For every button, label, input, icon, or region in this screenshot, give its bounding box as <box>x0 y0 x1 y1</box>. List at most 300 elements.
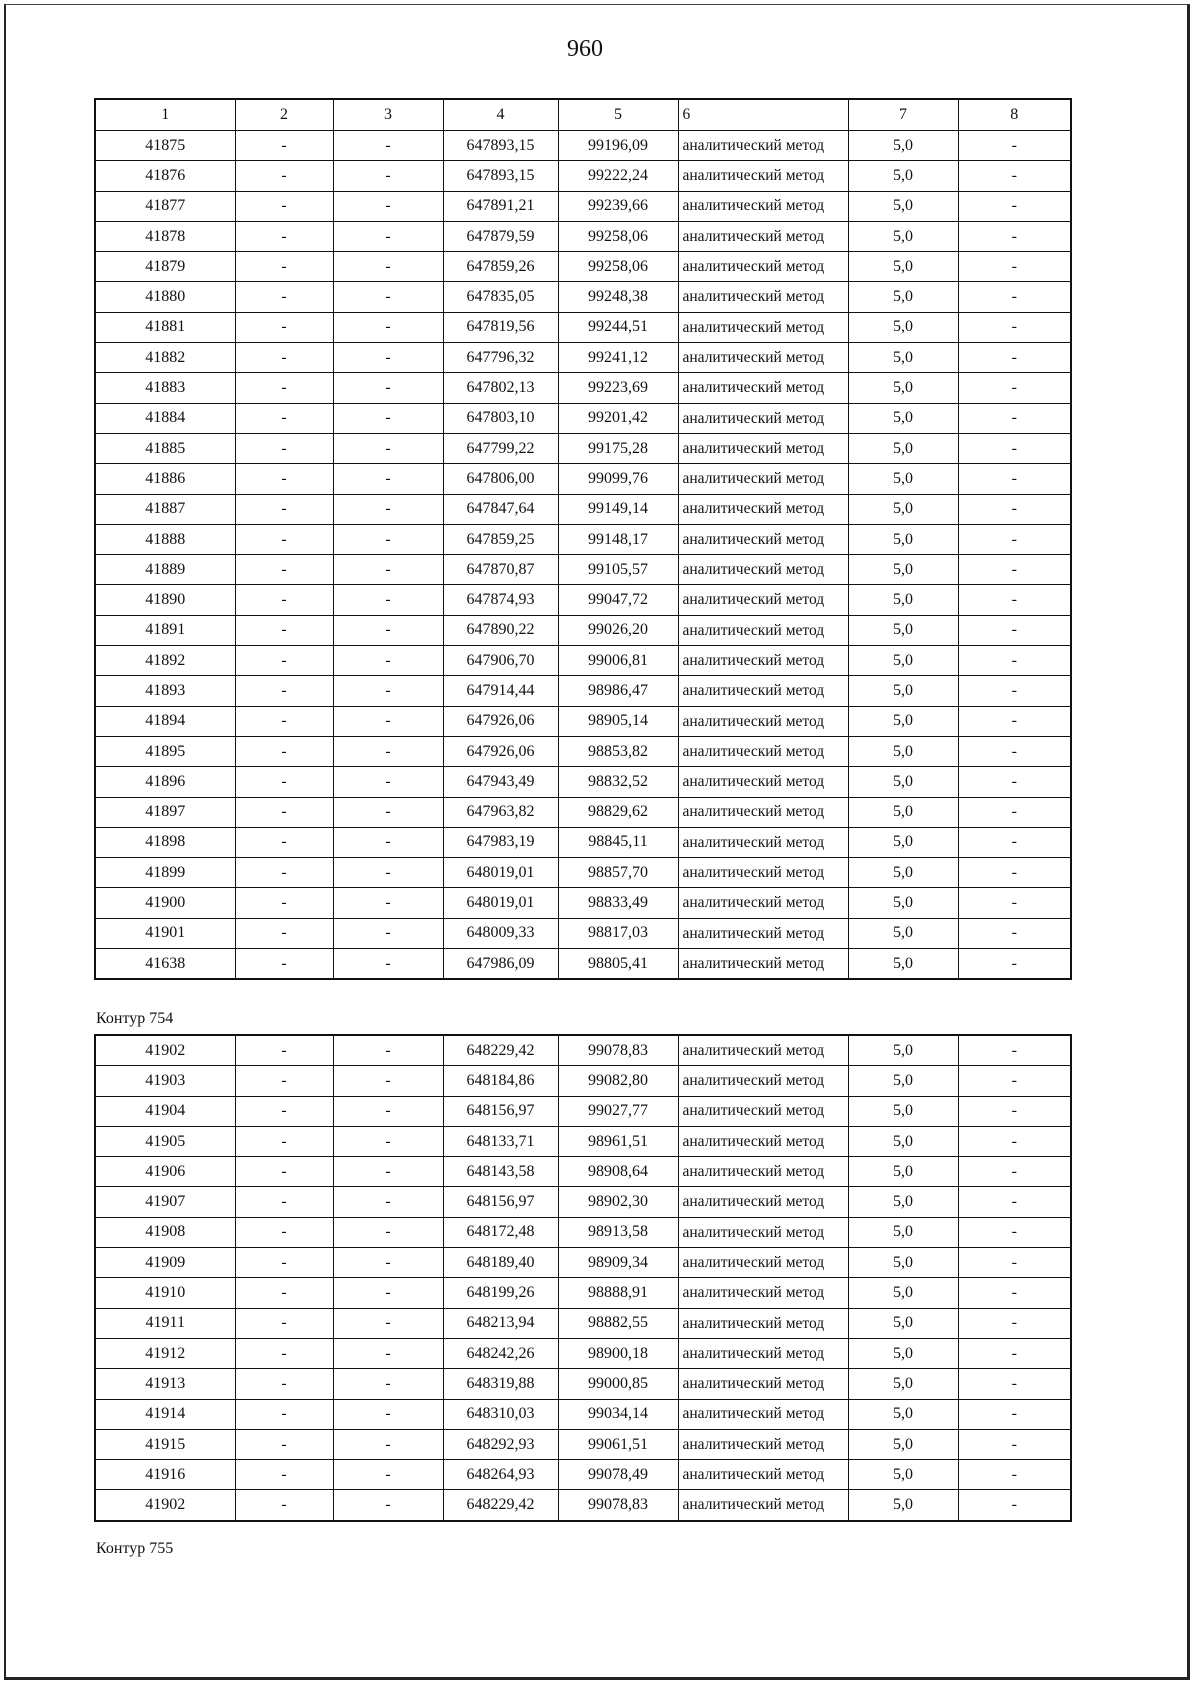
table-cell-col-6: аналитический метод <box>678 827 848 857</box>
table-cell-col-1: 41915 <box>95 1429 235 1459</box>
table-cell-col-1: 41893 <box>95 676 235 706</box>
table-cell-col-1: 41916 <box>95 1460 235 1490</box>
table-row <box>95 646 1071 676</box>
table-cell-col-3: - <box>333 1157 443 1187</box>
table-cell-col-7: 5,0 <box>848 282 958 312</box>
table-cell-col-3: - <box>333 131 443 161</box>
table-cell-col-6: аналитический метод <box>678 949 848 980</box>
table-cell-col-1: 41890 <box>95 585 235 615</box>
table-cell-col-5: 99196,09 <box>558 131 678 161</box>
table-cell-col-7: 5,0 <box>848 1096 958 1126</box>
table-cell-col-7: 5,0 <box>848 736 958 766</box>
table-cell-col-4: 648213,94 <box>443 1308 558 1338</box>
table-cell-col-4: 647926,06 <box>443 706 558 736</box>
table-cell-col-4: 647893,15 <box>443 161 558 191</box>
table-cell-col-8: - <box>958 1217 1071 1247</box>
table-cell-col-3: - <box>333 1338 443 1368</box>
table-cell-col-6: аналитический метод <box>678 1338 848 1368</box>
table-cell-col-4: 648199,26 <box>443 1278 558 1308</box>
table-cell-col-6: аналитический метод <box>678 888 848 918</box>
table-cell-col-8: - <box>958 1187 1071 1217</box>
table-cell-col-5: 99149,14 <box>558 494 678 524</box>
table-cell-col-6: аналитический метод <box>678 1278 848 1308</box>
table-cell-col-7: 5,0 <box>848 433 958 463</box>
table-cell-col-1: 41895 <box>95 736 235 766</box>
table-cell-col-6: аналитический метод <box>678 1126 848 1156</box>
table-cell-col-5: 99006,81 <box>558 646 678 676</box>
table-cell-col-2: - <box>235 1066 333 1096</box>
table-header-row <box>95 99 1071 131</box>
table-cell-col-3: - <box>333 464 443 494</box>
table-cell-col-8: - <box>958 1278 1071 1308</box>
table-cell-col-8: - <box>958 1066 1071 1096</box>
table-cell-col-2: - <box>235 161 333 191</box>
table-cell-col-3: - <box>333 767 443 797</box>
table-row <box>95 736 1071 766</box>
table-cell-col-3: - <box>333 1460 443 1490</box>
table-row <box>95 1187 1071 1217</box>
table-cell-col-8: - <box>958 797 1071 827</box>
page-number: 960 <box>567 36 603 62</box>
table-cell-col-1: 41908 <box>95 1217 235 1247</box>
table-row <box>95 373 1071 403</box>
table-cell-col-4: 648019,01 <box>443 858 558 888</box>
table-cell-col-1: 41886 <box>95 464 235 494</box>
table-cell-col-7: 5,0 <box>848 1157 958 1187</box>
table-cell-col-5: 98902,30 <box>558 1187 678 1217</box>
table-cell-col-3: - <box>333 706 443 736</box>
table-cell-col-4: 648019,01 <box>443 888 558 918</box>
table-cell-col-8: - <box>958 252 1071 282</box>
table-cell-col-4: 648264,93 <box>443 1460 558 1490</box>
table-cell-col-8: - <box>958 1248 1071 1278</box>
table-cell-col-5: 99148,17 <box>558 524 678 554</box>
table-row <box>95 1490 1071 1521</box>
table-cell-col-1: 41901 <box>95 918 235 948</box>
table-row <box>95 131 1071 161</box>
table-cell-col-2: - <box>235 1429 333 1459</box>
table-cell-col-6: аналитический метод <box>678 433 848 463</box>
table-cell-col-1: 41876 <box>95 161 235 191</box>
table-cell-col-1: 41899 <box>95 858 235 888</box>
table-cell-col-8: - <box>958 827 1071 857</box>
table-cell-col-8: - <box>958 131 1071 161</box>
table-cell-col-6: аналитический метод <box>678 1429 848 1459</box>
table-cell-col-5: 99175,28 <box>558 433 678 463</box>
table-cell-col-8: - <box>958 615 1071 645</box>
table-cell-col-1: 41638 <box>95 949 235 980</box>
table-cell-col-2: - <box>235 131 333 161</box>
table-cell-col-6: аналитический метод <box>678 555 848 585</box>
table-cell-col-3: - <box>333 676 443 706</box>
table-row <box>95 1308 1071 1338</box>
table-cell-col-8: - <box>958 433 1071 463</box>
table-cell-col-7: 5,0 <box>848 555 958 585</box>
table-cell-col-5: 99244,51 <box>558 312 678 342</box>
table-cell-col-1: 41910 <box>95 1278 235 1308</box>
table-cell-col-5: 99000,85 <box>558 1369 678 1399</box>
table-cell-col-2: - <box>235 343 333 373</box>
table-cell-col-5: 99248,38 <box>558 282 678 312</box>
table-cell-col-8: - <box>958 888 1071 918</box>
table-cell-col-1: 41891 <box>95 615 235 645</box>
table-cell-col-4: 648156,97 <box>443 1096 558 1126</box>
contour-label-755: Контур 755 <box>96 1540 174 1557</box>
table-cell-col-3: - <box>333 1278 443 1308</box>
table-cell-col-4: 647835,05 <box>443 282 558 312</box>
table-row <box>95 1278 1071 1308</box>
table-cell-col-7: 5,0 <box>848 1126 958 1156</box>
table-cell-col-3: - <box>333 1126 443 1156</box>
table-row <box>95 949 1071 980</box>
table-cell-col-2: - <box>235 433 333 463</box>
table-cell-col-7: 5,0 <box>848 1187 958 1217</box>
table-cell-col-5: 99026,20 <box>558 615 678 645</box>
table-cell-col-3: - <box>333 888 443 918</box>
table-row <box>95 191 1071 221</box>
table-cell-col-4: 648156,97 <box>443 1187 558 1217</box>
table-cell-col-7: 7 <box>848 99 958 131</box>
table-cell-col-8: - <box>958 282 1071 312</box>
table-cell-col-7: 5,0 <box>848 373 958 403</box>
table-cell-col-5: 99078,83 <box>558 1035 678 1066</box>
table-cell-col-6: аналитический метод <box>678 858 848 888</box>
table-cell-col-2: - <box>235 767 333 797</box>
table-cell-col-8: - <box>958 221 1071 251</box>
table-cell-col-4: 647914,44 <box>443 676 558 706</box>
table-row <box>95 524 1071 554</box>
table-cell-col-3: - <box>333 221 443 251</box>
table-cell-col-3: - <box>333 1248 443 1278</box>
table-cell-col-7: 5,0 <box>848 161 958 191</box>
table-cell-col-3: - <box>333 858 443 888</box>
table-cell-col-1: 41884 <box>95 403 235 433</box>
table-cell-col-8: - <box>958 1490 1071 1521</box>
table-cell-col-7: 5,0 <box>848 494 958 524</box>
table-cell-col-4: 648319,88 <box>443 1369 558 1399</box>
table-cell-col-5: 99105,57 <box>558 555 678 585</box>
table-cell-col-2: - <box>235 1278 333 1308</box>
table-cell-col-2: - <box>235 1157 333 1187</box>
table-cell-col-1: 41898 <box>95 827 235 857</box>
table-cell-col-6: 6 <box>678 99 848 131</box>
table-row <box>95 403 1071 433</box>
table-cell-col-3: - <box>333 1490 443 1521</box>
table-cell-col-4: 647870,87 <box>443 555 558 585</box>
table-cell-col-1: 41882 <box>95 343 235 373</box>
table-cell-col-5: 98908,64 <box>558 1157 678 1187</box>
table-cell-col-8: - <box>958 1429 1071 1459</box>
table-cell-col-6: аналитический метод <box>678 131 848 161</box>
table-row <box>95 1066 1071 1096</box>
table-cell-col-5: 98882,55 <box>558 1308 678 1338</box>
table-cell-col-5: 98913,58 <box>558 1217 678 1247</box>
table-cell-col-1: 41912 <box>95 1338 235 1368</box>
table-cell-col-7: 5,0 <box>848 858 958 888</box>
coordinates-table-main <box>94 98 1072 980</box>
table-cell-col-3: - <box>333 312 443 342</box>
table-cell-col-3: - <box>333 949 443 980</box>
table-cell-col-2: - <box>235 585 333 615</box>
table-cell-col-8: - <box>958 858 1071 888</box>
table-row <box>95 1460 1071 1490</box>
table-cell-col-8: - <box>958 494 1071 524</box>
table-cell-col-6: аналитический метод <box>678 403 848 433</box>
table-cell-col-3: - <box>333 1066 443 1096</box>
table-cell-col-7: 5,0 <box>848 585 958 615</box>
table-cell-col-2: - <box>235 646 333 676</box>
table-cell-col-4: 648229,42 <box>443 1035 558 1066</box>
table-cell-col-8: - <box>958 403 1071 433</box>
table-cell-col-3: - <box>333 585 443 615</box>
table-cell-col-5: 98833,49 <box>558 888 678 918</box>
table-cell-col-5: 99034,14 <box>558 1399 678 1429</box>
table-cell-col-1: 41914 <box>95 1399 235 1429</box>
table-cell-col-7: 5,0 <box>848 131 958 161</box>
table-cell-col-7: 5,0 <box>848 252 958 282</box>
table-cell-col-6: аналитический метод <box>678 464 848 494</box>
table-cell-col-3: - <box>333 646 443 676</box>
table-cell-col-4: 4 <box>443 99 558 131</box>
table-cell-col-8: - <box>958 524 1071 554</box>
table-row <box>95 555 1071 585</box>
table-cell-col-6: аналитический метод <box>678 676 848 706</box>
table-cell-col-5: 99241,12 <box>558 343 678 373</box>
table-cell-col-2: - <box>235 797 333 827</box>
table-cell-col-8: - <box>958 918 1071 948</box>
table-cell-col-4: 648172,48 <box>443 1217 558 1247</box>
table-cell-col-1: 41885 <box>95 433 235 463</box>
coordinates-table-contour-754 <box>94 1034 1072 1522</box>
table-cell-col-6: аналитический метод <box>678 1248 848 1278</box>
table-cell-col-7: 5,0 <box>848 1369 958 1399</box>
table-cell-col-1: 41903 <box>95 1066 235 1096</box>
table-row <box>95 433 1071 463</box>
table-cell-col-1: 41907 <box>95 1187 235 1217</box>
table-cell-col-6: аналитический метод <box>678 1066 848 1096</box>
table-cell-col-1: 41877 <box>95 191 235 221</box>
table-row <box>95 1126 1071 1156</box>
table-cell-col-5: 98900,18 <box>558 1338 678 1368</box>
table-cell-col-2: - <box>235 191 333 221</box>
table-row <box>95 1338 1071 1368</box>
table-row <box>95 1096 1071 1126</box>
table-cell-col-4: 647983,19 <box>443 827 558 857</box>
table-cell-col-1: 41883 <box>95 373 235 403</box>
table-cell-col-1: 41887 <box>95 494 235 524</box>
table-cell-col-2: - <box>235 1399 333 1429</box>
table-cell-col-8: - <box>958 1369 1071 1399</box>
table-row <box>95 1157 1071 1187</box>
table-cell-col-5: 99047,72 <box>558 585 678 615</box>
table-cell-col-5: 98857,70 <box>558 858 678 888</box>
table-cell-col-7: 5,0 <box>848 191 958 221</box>
table-cell-col-7: 5,0 <box>848 1429 958 1459</box>
table-cell-col-3: - <box>333 797 443 827</box>
table-cell-col-3: - <box>333 373 443 403</box>
table-cell-col-7: 5,0 <box>848 1399 958 1429</box>
table-cell-col-4: 647874,93 <box>443 585 558 615</box>
table-row <box>95 343 1071 373</box>
table-cell-col-8: - <box>958 767 1071 797</box>
table-cell-col-3: - <box>333 403 443 433</box>
table-cell-col-7: 5,0 <box>848 464 958 494</box>
table-cell-col-2: - <box>235 312 333 342</box>
table-cell-col-1: 41889 <box>95 555 235 585</box>
table-cell-col-1: 41913 <box>95 1369 235 1399</box>
table-cell-col-5: 99061,51 <box>558 1429 678 1459</box>
table-cell-col-2: - <box>235 1338 333 1368</box>
table-cell-col-4: 647891,21 <box>443 191 558 221</box>
table-cell-col-6: аналитический метод <box>678 585 848 615</box>
table-cell-col-5: 99078,49 <box>558 1460 678 1490</box>
table-cell-col-1: 41905 <box>95 1126 235 1156</box>
table-cell-col-7: 5,0 <box>848 767 958 797</box>
table-cell-col-6: аналитический метод <box>678 615 848 645</box>
table-cell-col-2: - <box>235 949 333 980</box>
table-cell-col-5: 98805,41 <box>558 949 678 980</box>
table-cell-col-4: 647986,09 <box>443 949 558 980</box>
table-cell-col-4: 648189,40 <box>443 1248 558 1278</box>
table-cell-col-1: 41897 <box>95 797 235 827</box>
table-cell-col-2: - <box>235 1126 333 1156</box>
table-cell-col-1: 41896 <box>95 767 235 797</box>
table-cell-col-2: - <box>235 1369 333 1399</box>
table-cell-col-6: аналитический метод <box>678 646 848 676</box>
table-cell-col-3: - <box>333 161 443 191</box>
table-cell-col-6: аналитический метод <box>678 1308 848 1338</box>
contour-label-754: Контур 754 <box>96 1010 174 1027</box>
table-row <box>95 494 1071 524</box>
table-cell-col-5: 99027,77 <box>558 1096 678 1126</box>
table-cell-col-3: - <box>333 736 443 766</box>
table-cell-col-2: - <box>235 615 333 645</box>
table-cell-col-3: - <box>333 1187 443 1217</box>
table-cell-col-2: - <box>235 827 333 857</box>
table-cell-col-2: - <box>235 1490 333 1521</box>
table-cell-col-1: 41900 <box>95 888 235 918</box>
table-cell-col-5: 98832,52 <box>558 767 678 797</box>
table-cell-col-6: аналитический метод <box>678 1035 848 1066</box>
table-cell-col-6: аналитический метод <box>678 494 848 524</box>
table-cell-col-1: 41894 <box>95 706 235 736</box>
table-cell-col-6: аналитический метод <box>678 1187 848 1217</box>
table-row <box>95 464 1071 494</box>
table-cell-col-4: 647890,22 <box>443 615 558 645</box>
table-cell-col-1: 41879 <box>95 252 235 282</box>
table-cell-col-3: - <box>333 555 443 585</box>
table-row <box>95 858 1071 888</box>
table-cell-col-8: - <box>958 585 1071 615</box>
table-cell-col-8: - <box>958 1308 1071 1338</box>
table-cell-col-8: - <box>958 1126 1071 1156</box>
table-cell-col-2: - <box>235 1187 333 1217</box>
table-cell-col-7: 5,0 <box>848 1217 958 1247</box>
table-cell-col-5: 99258,06 <box>558 252 678 282</box>
table-cell-col-8: - <box>958 1460 1071 1490</box>
table-cell-col-1: 41906 <box>95 1157 235 1187</box>
table-cell-col-7: 5,0 <box>848 827 958 857</box>
table-cell-col-4: 647859,25 <box>443 524 558 554</box>
table-cell-col-4: 648292,93 <box>443 1429 558 1459</box>
table-cell-col-8: 8 <box>958 99 1071 131</box>
table-cell-col-1: 1 <box>95 99 235 131</box>
table-cell-col-2: - <box>235 918 333 948</box>
table-cell-col-3: 3 <box>333 99 443 131</box>
table-cell-col-3: - <box>333 191 443 221</box>
table-cell-col-4: 647803,10 <box>443 403 558 433</box>
table-row <box>95 1429 1071 1459</box>
table-cell-col-5: 98817,03 <box>558 918 678 948</box>
table-cell-col-8: - <box>958 646 1071 676</box>
table-cell-col-4: 648242,26 <box>443 1338 558 1368</box>
table-cell-col-7: 5,0 <box>848 949 958 980</box>
table-row <box>95 676 1071 706</box>
table-row <box>95 1217 1071 1247</box>
table-cell-col-3: - <box>333 1096 443 1126</box>
table-cell-col-6: аналитический метод <box>678 221 848 251</box>
table-row <box>95 161 1071 191</box>
table-cell-col-2: - <box>235 555 333 585</box>
table-cell-col-4: 648143,58 <box>443 1157 558 1187</box>
table-cell-col-5: 5 <box>558 99 678 131</box>
table-cell-col-6: аналитический метод <box>678 1096 848 1126</box>
table-cell-col-7: 5,0 <box>848 1490 958 1521</box>
table-cell-col-6: аналитический метод <box>678 1490 848 1521</box>
table-cell-col-7: 5,0 <box>848 676 958 706</box>
table-row <box>95 1369 1071 1399</box>
table-cell-col-2: - <box>235 403 333 433</box>
table-cell-col-8: - <box>958 1157 1071 1187</box>
table-cell-col-6: аналитический метод <box>678 252 848 282</box>
table-cell-col-1: 41911 <box>95 1308 235 1338</box>
table-cell-col-5: 98909,34 <box>558 1248 678 1278</box>
table-row <box>95 706 1071 736</box>
table-cell-col-8: - <box>958 343 1071 373</box>
table-cell-col-6: аналитический метод <box>678 1460 848 1490</box>
table-cell-col-7: 5,0 <box>848 1278 958 1308</box>
table-cell-col-8: - <box>958 161 1071 191</box>
table-cell-col-4: 647847,64 <box>443 494 558 524</box>
table-cell-col-5: 98829,62 <box>558 797 678 827</box>
table-cell-col-8: - <box>958 1096 1071 1126</box>
table-cell-col-3: - <box>333 1217 443 1247</box>
table-cell-col-5: 99222,24 <box>558 161 678 191</box>
table-cell-col-7: 5,0 <box>848 888 958 918</box>
table-cell-col-1: 41892 <box>95 646 235 676</box>
table-cell-col-4: 648009,33 <box>443 918 558 948</box>
table-cell-col-4: 647926,06 <box>443 736 558 766</box>
table-cell-col-2: - <box>235 494 333 524</box>
table-cell-col-5: 99099,76 <box>558 464 678 494</box>
table-cell-col-6: аналитический метод <box>678 918 848 948</box>
table-cell-col-2: 2 <box>235 99 333 131</box>
table-cell-col-4: 647879,59 <box>443 221 558 251</box>
table-cell-col-5: 98961,51 <box>558 1126 678 1156</box>
table-cell-col-5: 98986,47 <box>558 676 678 706</box>
table-cell-col-8: - <box>958 1035 1071 1066</box>
table-cell-col-6: аналитический метод <box>678 191 848 221</box>
table-cell-col-8: - <box>958 676 1071 706</box>
table-cell-col-2: - <box>235 252 333 282</box>
table-cell-col-4: 647963,82 <box>443 797 558 827</box>
table-cell-col-4: 647799,22 <box>443 433 558 463</box>
table-row <box>95 1248 1071 1278</box>
table-cell-col-6: аналитический метод <box>678 767 848 797</box>
table-cell-col-6: аналитический метод <box>678 1157 848 1187</box>
table-cell-col-6: аналитический метод <box>678 343 848 373</box>
table-cell-col-7: 5,0 <box>848 1248 958 1278</box>
